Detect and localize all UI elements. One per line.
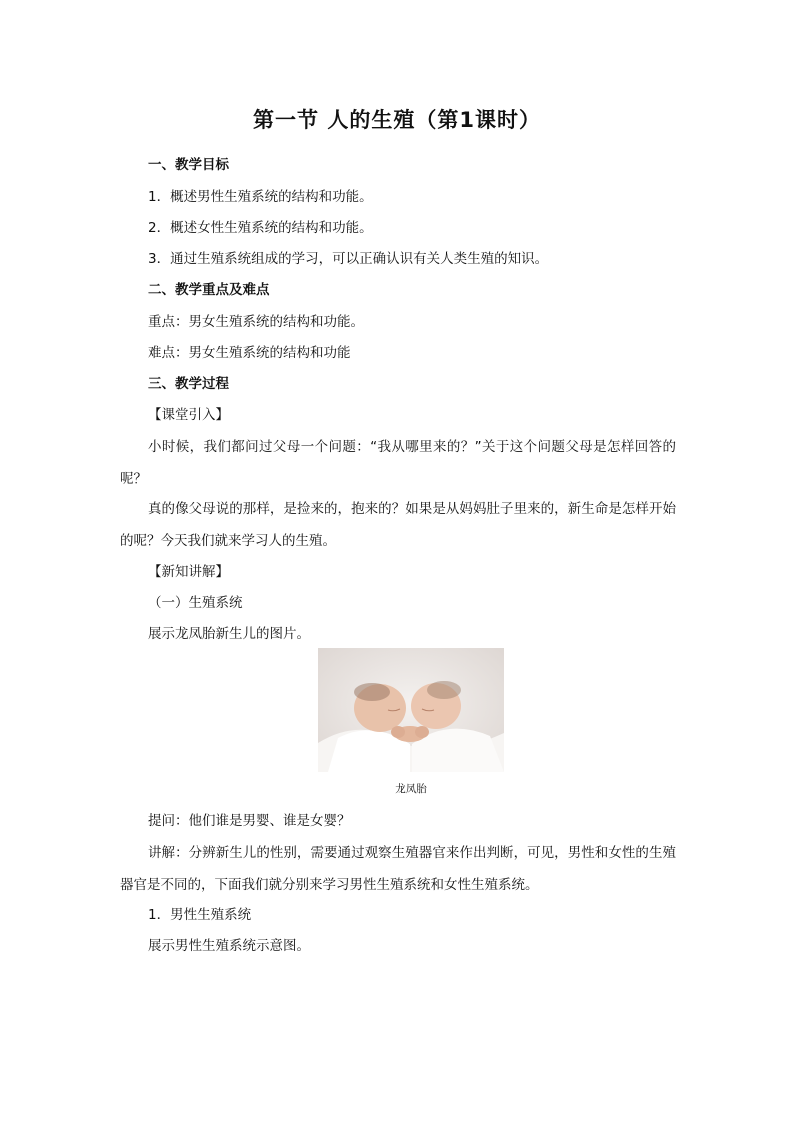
objective-item: 1．概述男性生殖系统的结构和功能。 [148, 189, 373, 205]
intro-paragraph-2: 真的像父母说的那样，是捡来的，抱来的？如果是从妈妈肚子里来的，新生命是怎样开始的呢？今天我们就来学习人的生殖。 [120, 501, 676, 549]
process-heading: 三、教学过程 [148, 376, 229, 392]
photo-caption: 龙凤胎 [395, 783, 427, 795]
objectives-heading: 一、教学目标 [148, 157, 229, 173]
subsection-heading: （一）生殖系统 [148, 595, 243, 611]
explain-paragraph: 讲解：分辨新生儿的性别，需要通过观察生殖器官来作出判断，可见，男性和女性的生殖器官是不同的，下面我们就分别来学习男性生殖系统和女性生殖系统。 [120, 845, 676, 893]
intro-tag: 【课堂引入】 [148, 407, 229, 423]
question-text: 提问：他们谁是男婴、谁是女婴？ [148, 813, 351, 829]
keypoint-text: 重点：男女生殖系统的结构和功能。 [148, 314, 364, 330]
intro-paragraph-1: 小时候，我们都问过父母一个问题：“我从哪里来的？”关于这个问题父母是怎样回答的呢？ [120, 439, 676, 487]
page-title: 第一节 人的生殖（第1课时） [253, 108, 541, 132]
difficulty-text: 难点：男女生殖系统的结构和功能 [148, 345, 351, 361]
twins-photo [318, 648, 504, 772]
show-male-text: 展示男性生殖系统示意图。 [148, 938, 310, 954]
objective-item: 3．通过生殖系统组成的学习，可以正确认识有关人类生殖的知识。 [148, 251, 549, 267]
show-twins-text: 展示龙凤胎新生儿的图片。 [148, 626, 310, 642]
new-knowledge-tag: 【新知讲解】 [148, 564, 229, 580]
male-system-heading: 1．男性生殖系统 [148, 907, 252, 923]
keypoints-heading: 二、教学重点及难点 [148, 282, 270, 298]
objective-item: 2．概述女性生殖系统的结构和功能。 [148, 220, 373, 236]
